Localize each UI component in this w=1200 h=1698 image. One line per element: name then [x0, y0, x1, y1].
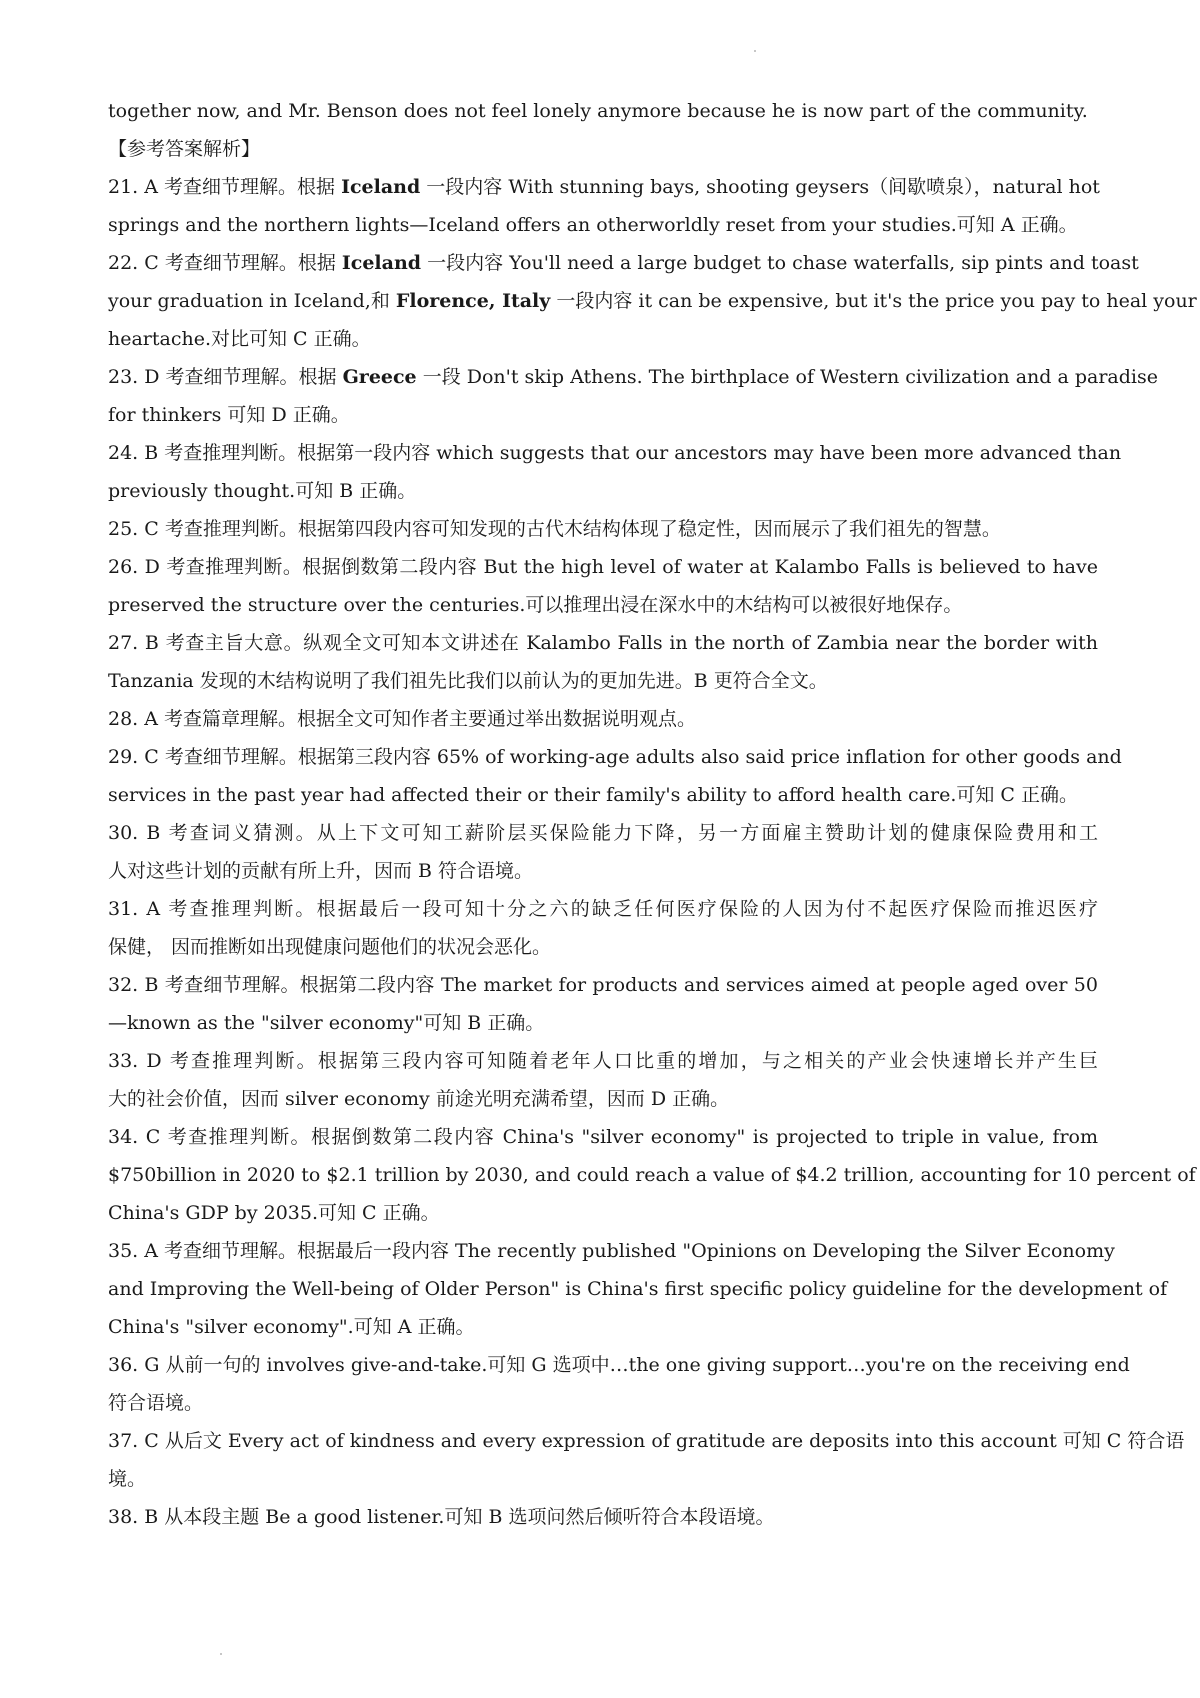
text-segment: 一段 Don't skip Athens. The birthplace of Western civilization and a paradise: [416, 366, 1158, 388]
text-segment: springs and the northern lights—Iceland offers an otherworldly reset from your studies.可知 A 正确。: [108, 214, 1078, 236]
text-line: [108, 1308, 1098, 1346]
text-line: [108, 1118, 1098, 1156]
text-line: [108, 548, 1098, 586]
text-line: [108, 776, 1098, 814]
text-segment: 26. D 考查推理判断。根据倒数第二段内容 But the high level of water at Kalambo Falls is believed to have: [108, 556, 1098, 578]
text-line: [108, 738, 1122, 776]
text-segment: and Improving the Well-being of Older Person" is China's first specific policy guideline for the development of: [108, 1278, 1168, 1300]
text-line: [108, 1004, 1098, 1042]
text-segment: 32. B 考查细节理解。根据第二段内容 The market for products and services aimed at people aged over 50: [108, 974, 1098, 996]
text-segment: services in the past year had affected their or their family's ability to afford health care.可知 C 正确。: [108, 784, 1078, 806]
text-segment: $750billion in 2020 to $2.1 trillion by 2030, and could reach a value of $4.2 trillion, accounting for 10 percent of: [108, 1164, 1196, 1186]
text-line: [108, 1080, 1098, 1118]
text-segment: 【参考答案解析】: [108, 138, 261, 160]
text-line: [108, 510, 1098, 548]
text-segment: 27. B 考查主旨大意。纵观全文可知本文讲述在 Kalambo Falls in the north of Zambia near the border with: [108, 632, 1098, 654]
text-line: [108, 852, 1098, 890]
text-segment: 保健， 因而推断如出现健康问题他们的状况会恶化。: [108, 936, 552, 958]
text-line: [108, 1042, 1098, 1080]
text-segment: 25. C 考查推理判断。根据第四段内容可知发现的古代木结构体现了稳定性，因而展示了我们祖先的智慧。: [108, 518, 1001, 540]
text-segment: preserved the structure over the centuries.可以推理出浸在深水中的木结构可以被很好地保存。: [108, 594, 963, 616]
text-segment: China's "silver economy".可知 A 正确。: [108, 1316, 475, 1338]
text-segment: 37. C 从后文 Every act of kindness and every expression of gratitude are deposits into this account 可知 C 符合语: [108, 1430, 1185, 1452]
answer-key-text: [108, 92, 1197, 1536]
text-segment: 33. D 考查推理判断。根据第三段内容可知随着老年人口比重的增加，与之相关的产业会快速增长并产生巨: [108, 1050, 1098, 1072]
text-line: [108, 662, 1098, 700]
text-line: [108, 1384, 1098, 1422]
text-segment: heartache.对比可知 C 正确。: [108, 328, 371, 350]
text-segment: 36. G 从前一句的 involves give-and-take.可知 G 选项中…the one giving support…you're on the receiving end: [108, 1354, 1130, 1376]
text-segment: 境。: [108, 1468, 147, 1490]
text-segment: 符合语境。: [108, 1392, 204, 1414]
bold-segment: Iceland: [341, 176, 421, 198]
text-segment: your graduation in Iceland,和: [108, 290, 396, 312]
text-segment: China's GDP by 2035.可知 C 正确。: [108, 1202, 440, 1224]
text-line: [108, 434, 1122, 472]
text-line: [108, 928, 1098, 966]
text-segment: together now, and Mr. Benson does not feel lonely anymore because he is now part of the community.: [108, 100, 1088, 122]
text-line: [108, 1498, 1098, 1536]
text-line: [108, 1460, 1098, 1498]
text-line: [108, 814, 1098, 852]
text-line: [108, 890, 1098, 928]
text-segment: 34. C 考查推理判断。根据倒数第二段内容 China's "silver economy" is projected to triple in value, from: [108, 1126, 1098, 1148]
text-line: [108, 358, 1158, 396]
text-line: [108, 282, 1197, 320]
bold-segment: Iceland: [341, 252, 422, 274]
text-segment: 28. A 考查篇章理解。根据全文可知作者主要通过举出数据说明观点。: [108, 708, 697, 730]
text-line: [108, 1194, 1098, 1232]
text-segment: 38. B 从本段主题 Be a good listener.可知 B 选项问然后倾听符合本段语境。: [108, 1506, 775, 1528]
text-segment: 一段内容 You'll need a large budget to chase waterfalls, sip pints and toast: [421, 252, 1139, 274]
text-segment: 22. C 考查细节理解。根据: [108, 252, 342, 274]
scan-speck-top: [754, 50, 756, 52]
text-segment: 23. D 考查细节理解。根据: [108, 366, 343, 388]
text-segment: 35. A 考查细节理解。根据最后一段内容 The recently published "Opinions on Developing the Silver Economy: [108, 1240, 1115, 1262]
text-line: [108, 244, 1139, 282]
text-line: [108, 92, 1098, 130]
text-line: [108, 1422, 1185, 1460]
text-segment: 一段内容 it can be expensive, but it's the price you pay to heal your: [550, 290, 1197, 312]
scan-speck-bottom: [220, 1653, 222, 1655]
text-segment: 24. B 考查推理判断。根据第一段内容 which suggests that our ancestors may have been more advanced than: [108, 442, 1122, 464]
text-line: [108, 700, 1098, 738]
text-line: [108, 624, 1098, 662]
text-segment: Tanzania 发现的木结构说明了我们祖先比我们以前认为的更加先进。B 更符合全文。: [108, 670, 828, 692]
text-line: [108, 320, 1098, 358]
text-line: [108, 1232, 1115, 1270]
text-line: [108, 1270, 1168, 1308]
text-line: [108, 1346, 1130, 1384]
text-segment: 大的社会价值，因而 silver economy 前途光明充满希望，因而 D 正确。: [108, 1088, 730, 1110]
text-segment: 人对这些计划的贡献有所上升，因而 B 符合语境。: [108, 860, 534, 882]
text-segment: 30. B 考查词义猜测。从上下文可知工薪阶层买保险能力下降，另一方面雇主赞助计划的健康保险费用和工: [108, 822, 1098, 844]
text-segment: previously thought.可知 B 正确。: [108, 480, 417, 502]
text-line: [108, 396, 1098, 434]
text-segment: 21. A 考查细节理解。根据: [108, 176, 342, 198]
text-line: [108, 472, 1098, 510]
text-segment: 29. C 考查细节理解。根据第三段内容 65% of working-age adults also said price inflation for other goods and: [108, 746, 1122, 768]
text-segment: 31. A 考查推理判断。根据最后一段可知十分之六的缺乏任何医疗保险的人因为付不起医疗保险而推迟医疗: [108, 898, 1098, 920]
text-segment: 一段内容 With stunning bays, shooting geysers（间歇喷泉），natural hot: [420, 176, 1100, 198]
text-line: [108, 1156, 1196, 1194]
text-segment: —known as the "silver economy"可知 B 正确。: [108, 1012, 545, 1034]
text-line: [108, 206, 1098, 244]
bold-segment: Greece: [342, 366, 417, 388]
text-line: [108, 586, 1098, 624]
bold-segment: Florence, Italy: [395, 290, 551, 312]
text-line: [108, 966, 1098, 1004]
text-line: [108, 168, 1098, 206]
text-line: [108, 130, 1098, 168]
text-segment: for thinkers 可知 D 正确。: [108, 404, 350, 426]
